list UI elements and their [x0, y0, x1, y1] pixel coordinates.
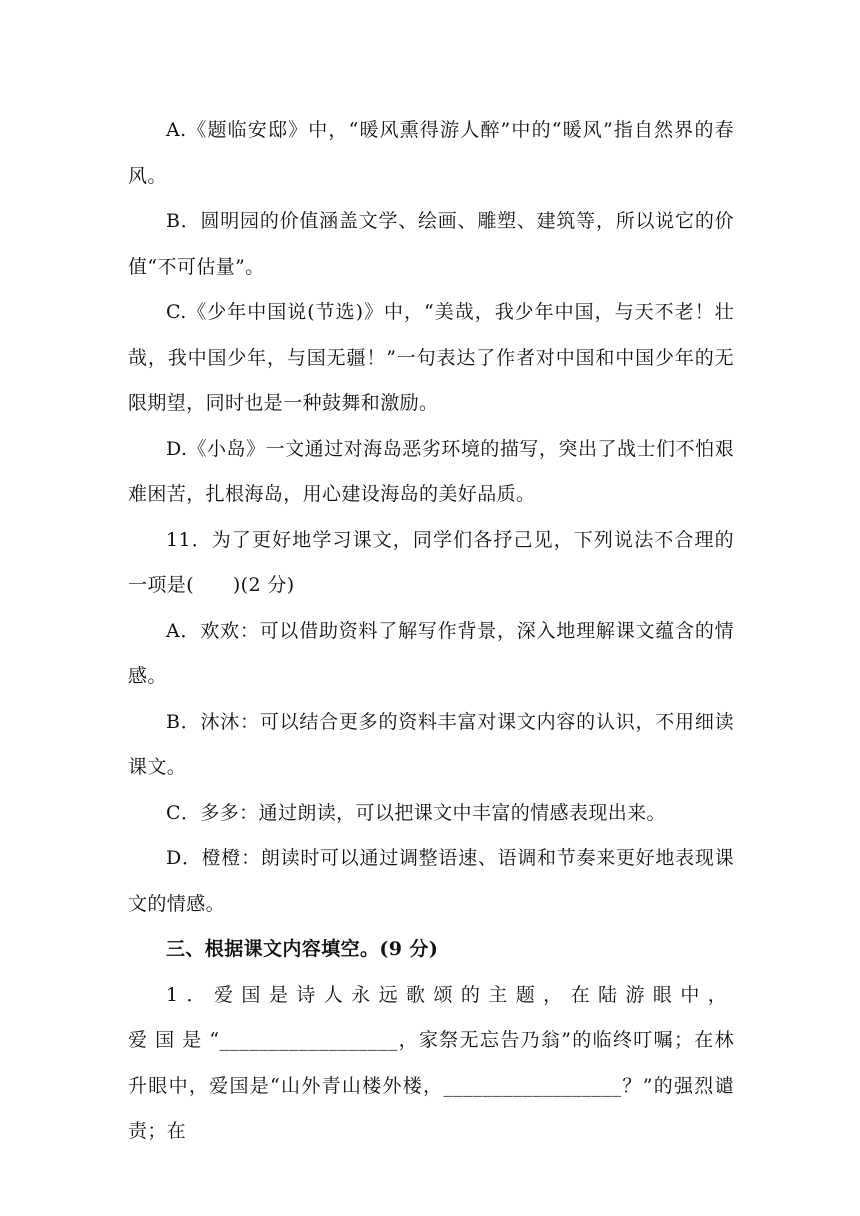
option-a-poem: A.《题临安邸》中，“暖风熏得游人醉”中的“暖风”指自然界的春风。: [128, 119, 734, 187]
question-1-continuation: “__________________，家祭无忘告乃翁”的临终叮嘱；在林升眼中，爱国是“山外青山楼外楼，__________________？”的强烈谴责；在: [128, 1029, 734, 1142]
option-c-shaonian: C.《少年中国说(节选)》中，“美哉，我少年中国，与天不老！壮哉，我中国少年，与国无疆！”一句表达了作者对中国和中国少年的无限期望，同时也是一种鼓舞和激励。: [128, 301, 734, 414]
document-page: [128, 108, 734, 1155]
q11-option-c: C．多多：通过朗读，可以把课文中丰富的情感表现出来。: [166, 801, 666, 824]
option-d-xiaodao: D.《小岛》一文通过对海岛恶劣环境的描写，突出了战士们不怕艰难困苦，扎根海岛，用心建设海岛的美好品质。: [128, 437, 734, 505]
question-11: 11．为了更好地学习课文，同学们各抒己见，下列说法不合理的一项是( )(2 分): [128, 528, 734, 596]
fill-in-question-1: [128, 973, 734, 1155]
q11-option-a: A．欢欢：可以借助资料了解写作背景，深入地理解课文蕴含的情感。: [128, 619, 734, 687]
option-b-yuanmingyuan: B．圆明园的价值涵盖文学、绘画、雕塑、建筑等，所以说它的价值“不可估量”。: [128, 210, 734, 278]
question-1-first-line: 1．爱国是诗人永远歌颂的主题，在陆游眼中，爱国是: [128, 983, 734, 1051]
q11-option-d: D．橙橙：朗读时可以通过调整语速、语调和节奏来更好地表现课文的情感。: [128, 847, 734, 915]
section-title: 三、根据课文内容填空。(9 分): [166, 938, 439, 960]
q11-option-b: B．沐沐：可以结合更多的资料丰富对课文内容的认识，不用细读课文。: [128, 710, 734, 778]
